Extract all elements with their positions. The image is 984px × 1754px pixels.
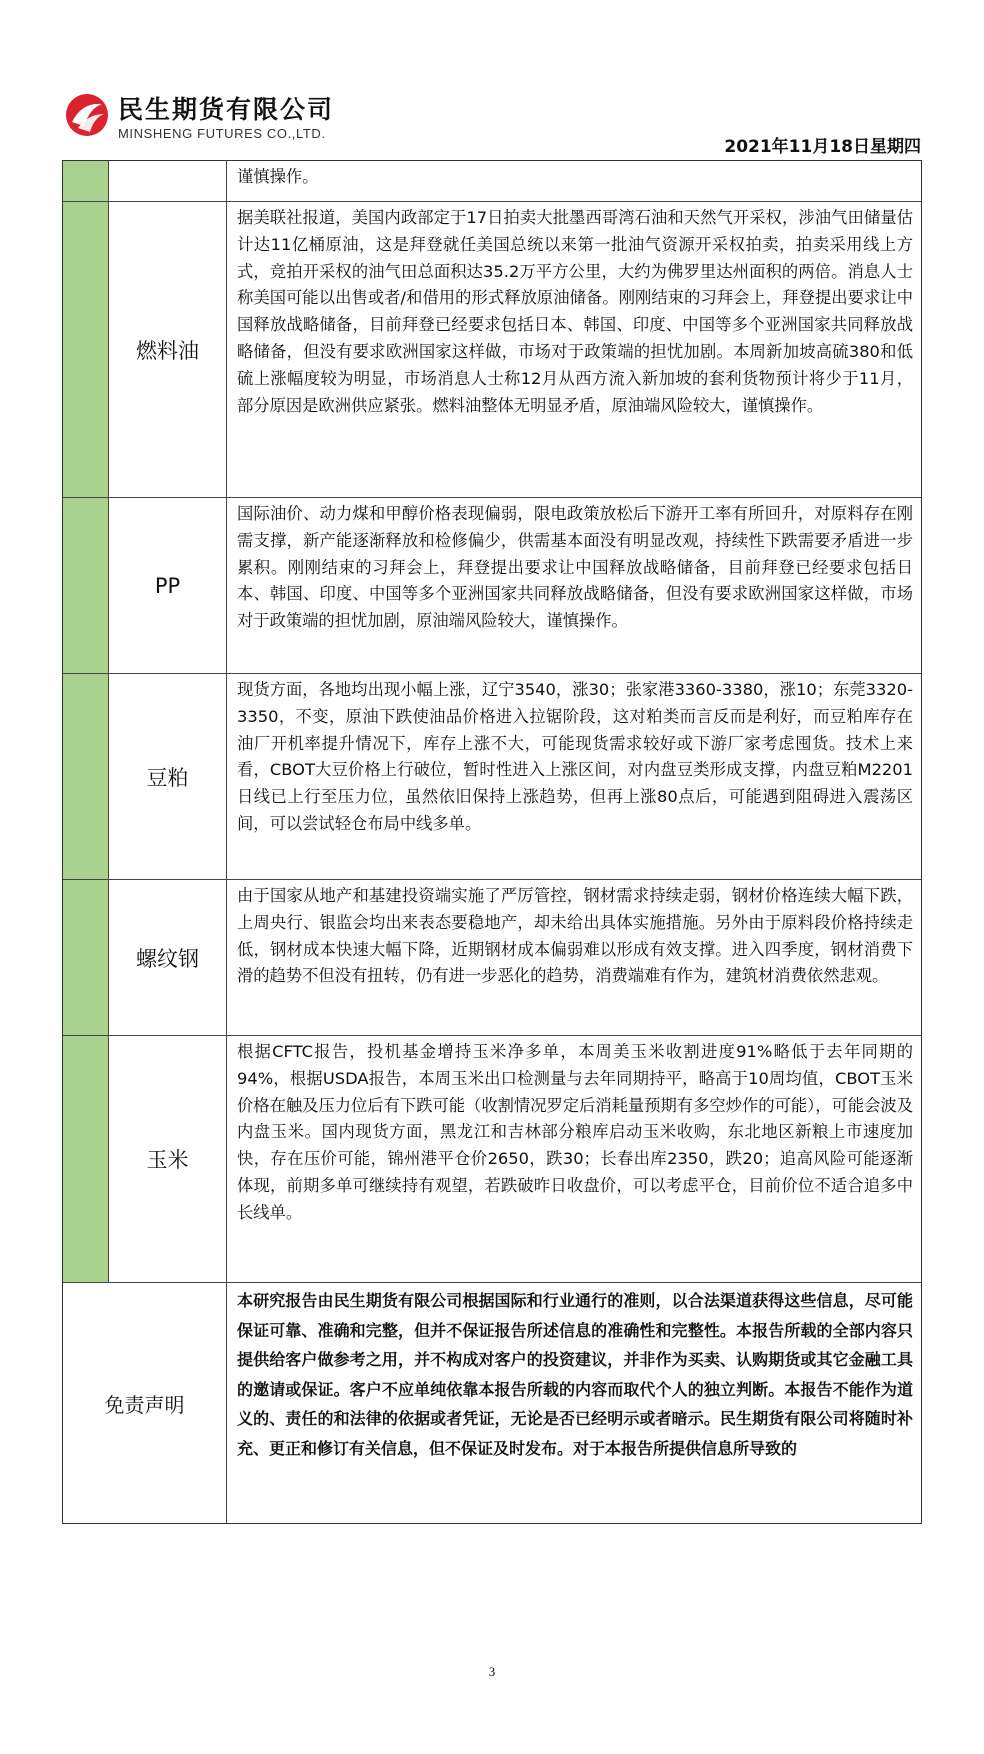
content-cell: 国际油价、动力煤和甲醇价格表现偏弱，限电政策放松后下游开工率有所回升，对原料存在刚需支撑，新产能逐渐释放和检修偏少，供需基本面没有明显改观，持续性下跌需要矛盾进一步累积。刚刚结束的习拜会上，拜登提出要求让中国释放战略储备，目前拜登已经要求包括日本、韩国、印度、中国等多个亚洲国家共同释放战略储备，但没有要求欧洲国家这样做，市场对于政策端的担忧加剧，原油端风险较大，谨慎操作。 (237, 504, 913, 631)
content-cell: 由于国家从地产和基建投资端实施了严厉管控，钢材需求持续走弱，钢材价格连续大幅下跌，上周央行、银监会均出来表态要稳地产，却未给出具体实施措施。另外由于原料段价格持续走低，钢材成本快速大幅下降，近期钢材成本偏弱难以形成有效支撑。进入四季度，钢材消费下滑的趋势不但没有扭转，仍有进一步恶化的趋势，消费端难有作为，建筑材消费依然悲观。 (237, 886, 913, 986)
category-cell: 豆粕 (109, 674, 227, 879)
category-cell (109, 161, 227, 201)
disclaimer-label: 免责声明 (63, 1283, 227, 1523)
category-cell: 玉米 (109, 1036, 227, 1282)
table-row (63, 498, 921, 674)
category-cell: 燃料油 (109, 202, 227, 497)
company-name-cn: 民生期货有限公司 (118, 95, 335, 124)
company-name-en: MINSHENG FUTURES CO.,LTD. (118, 126, 326, 141)
category-cell: PP (109, 498, 227, 673)
analysis-table (62, 160, 922, 1524)
group-marker (63, 161, 109, 201)
content-cell: 根据CFTC报告，投机基金增持玉米净多单，本周美玉米收割进度91%略低于去年同期的94%，根据USDA报告，本周玉米出口检测量与去年同期持平，略高于10周均值，CBOT玉米价格在触及压力位后有下跌可能（收割情况罗定后消耗量预期有多空炒作的可能），可能会波及内盘玉米。国内现货方面，黑龙江和吉林部分粮库启动玉米收购，东北地区新粮上市速度加快，存在压价可能，锦州港平仓价2650，跌30；长春出库2350，跌20；追高风险可能逐渐体现，前期多单可继续持有观望，若跌破昨日收盘价，可以考虑平仓，目前价位不适合追多中长线单。 (237, 1042, 913, 1222)
group-marker (63, 880, 109, 1035)
group-marker (63, 498, 109, 673)
disclaimer-text: 本研究报告由民生期货有限公司根据国际和行业通行的准则，以合法渠道获得这些信息，尽可能保证可靠、准确和完整，但并不保证报告所述信息的准确性和完整性。本报告所载的全部内容只提供给客户做参考之用，并不构成对客户的投资建议，并非作为买卖、认购期货或其它金融工具的邀请或保证。客户不应单纯依靠本报告所载的内容而取代个人的独立判断。本报告不能作为道义的、责任的和法律的依据或者凭证，无论是否已经明示或者暗示。民生期货有限公司将随时补充、更正和修订有关信息，但不保证及时发布。对于本报告所提供信息所导致的 (237, 1291, 913, 1458)
company-logo (64, 88, 384, 154)
table-row (63, 202, 921, 498)
table-row (63, 161, 921, 202)
minsheng-logo-icon (64, 92, 110, 138)
category-cell: 螺纹钢 (109, 880, 227, 1035)
group-marker (63, 674, 109, 879)
disclaimer-row (63, 1283, 921, 1523)
table-row (63, 674, 921, 880)
group-marker (63, 1036, 109, 1282)
content-cell: 谨慎操作。 (237, 167, 319, 186)
page-number: 3 (488, 1664, 496, 1679)
content-cell: 据美联社报道，美国内政部定于17日拍卖大批墨西哥湾石油和天然气开采权，涉油气田储量估计达11亿桶原油，这是拜登就任美国总统以来第一批油气资源开采权拍卖，拍卖采用线上方式，竞拍开采权的油气田总面积达35.2万平方公里，大约为佛罗里达州面积的两倍。消息人士称美国可能以出售或者/和借用的形式释放原油储备。刚刚结束的习拜会上，拜登提出要求让中国释放战略储备，目前拜登已经要求包括日本、韩国、印度、中国等多个亚洲国家共同释放战略储备，但没有要求欧洲国家这样做，市场对于政策端的担忧加剧。本周新加坡高硫380和低硫上涨幅度较为明显，市场消息人士称12月从西方流入新加坡的套利货物预计将少于11月，部分原因是欧洲供应紧张。燃料油整体无明显矛盾，原油端风险较大，谨慎操作。 (237, 208, 913, 415)
report-date: 2021年11月18日星期四 (724, 137, 921, 157)
page-header (0, 0, 984, 160)
group-marker (63, 202, 109, 497)
table-row (63, 880, 921, 1036)
table-row (63, 1036, 921, 1283)
content-cell: 现货方面，各地均出现小幅上涨，辽宁3540，涨30；张家港3360-3380，涨10；东莞3320-3350，不变，原油下跌使油品价格进入拉锯阶段，这对粕类而言反而是利好，而豆粕库存在油厂开机率提升情况下，库存上涨不大，可能现货需求较好或下游厂家考虑囤货。技术上来看，CBOT大豆价格上行破位，暂时性进入上涨区间，对内盘豆类形成支撑，内盘豆粕M2201日线已上行至压力位，虽然依旧保持上涨趋势，但再上涨80点后，可能遇到阻碍进入震荡区间，可以尝试轻仓布局中线多单。 (237, 680, 913, 833)
